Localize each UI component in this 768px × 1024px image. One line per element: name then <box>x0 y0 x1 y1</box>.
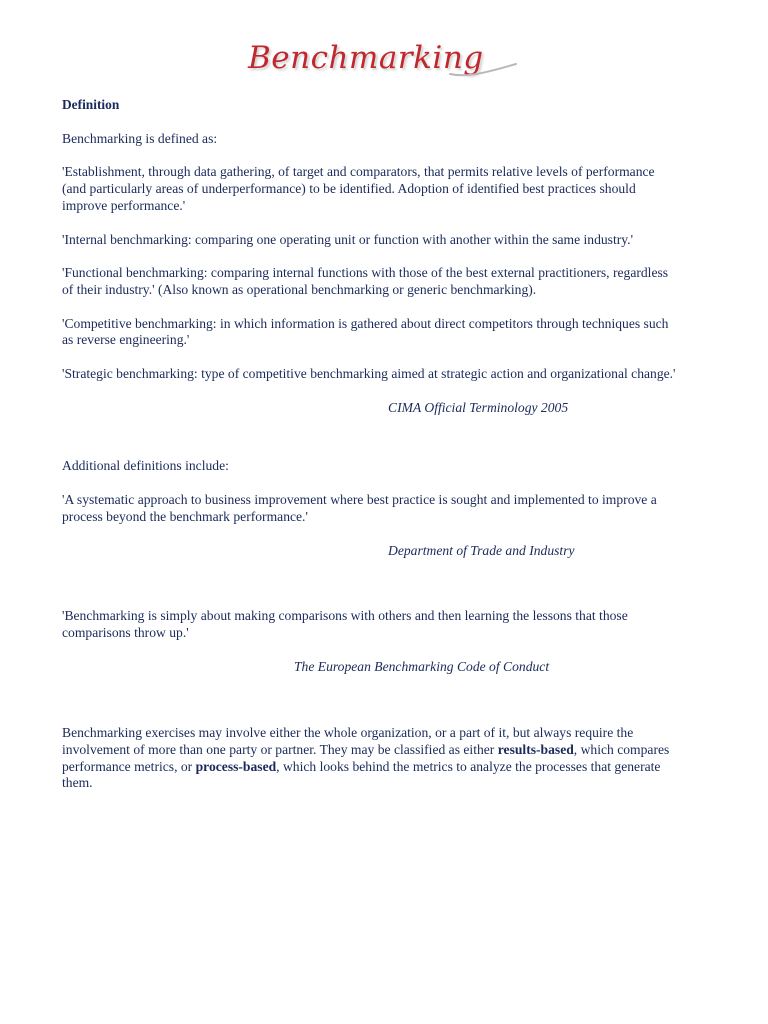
closing-text-3: , which looks behind the metrics to analyze the processes that generate them. <box>62 758 661 791</box>
definition-strategic: 'Strategic benchmarking: type of competitive benchmarking aimed at strategic action and organizational change.' <box>62 366 676 382</box>
citation-dti: Department of Trade and Industry <box>388 542 575 558</box>
section-heading: Definition <box>62 97 120 112</box>
quote-dti: 'A systematic approach to business improvement where best practice is sought and implemented to improve a process beyond the benchmark performance.' <box>62 492 657 524</box>
quote-european-code: 'Benchmarking is simply about making comparisons with others and then learning the lessons that those comparisons throw up.' <box>62 608 628 640</box>
definition-competitive: 'Competitive benchmarking: in which information is gathered about direct competitors through techniques such as reverse engineering.' <box>62 315 669 348</box>
document-title: Benchmarking <box>248 40 484 76</box>
closing-text-1: Benchmarking exercises may involve either the whole organization, or a part of it, but always require the involvement of more than one party or partner. They may be classified as either <box>62 725 634 758</box>
title-swash-decoration <box>448 60 518 80</box>
results-based-term: results-based <box>497 742 574 758</box>
title-block <box>248 40 508 86</box>
citation-european-code: The European Benchmarking Code of Conduct <box>294 658 550 674</box>
definition-functional: 'Functional benchmarking: comparing internal functions with those of the best external practitioners, regardless of their industry.' (Also known as operational benchmarking or generic benchmarking). <box>62 265 669 297</box>
intro-text: Benchmarking is defined as: <box>62 130 218 146</box>
additional-intro: Additional definitions include: <box>62 458 229 474</box>
document-body <box>62 97 682 809</box>
closing-text-2: , which compares performance metrics, or <box>62 742 670 774</box>
definition-internal: 'Internal benchmarking: comparing one operating unit or function with another within the same industry.' <box>62 231 634 247</box>
definition-general: 'Establishment, through data gathering, of target and comparators, that permits relative levels of performance (and particularly areas of underperformance) to be identified. Adoption of identified best practices should improve performance.' <box>62 164 655 213</box>
closing-paragraph <box>62 725 682 792</box>
process-based-term: process-based <box>195 758 277 774</box>
citation-cima: CIMA Official Terminology 2005 <box>388 399 569 415</box>
